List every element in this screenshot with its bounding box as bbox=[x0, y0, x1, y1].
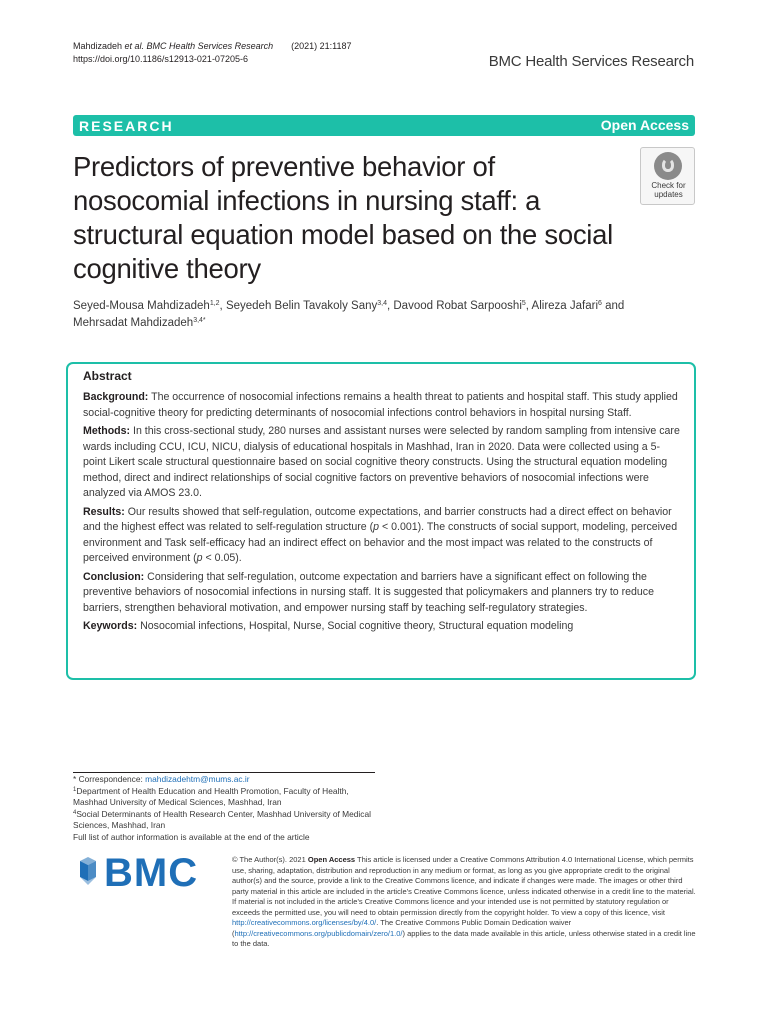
section-label: RESEARCH bbox=[79, 118, 174, 134]
author-affiliation: 6 bbox=[598, 300, 602, 307]
citation-year: (2021) 21:1187 bbox=[291, 41, 352, 51]
author-name: Alireza Jafari bbox=[531, 300, 599, 312]
abstract-methods: Methods: In this cross-sectional study, 280 nurses and assistant nurses were selected by random sampling from intensive care wards including CCU, ICU, NICU, dialysis of educational hospitals in Mashhad, Iran in 2020. Data were collected using a 5-point Likert scale structural questionnaire based on social cognitive theory constructs. Using the structural equation modeling method, direct and indirect relationships of social cognitive factors on preventive behaviors of nosocomial infections were analyzed via AMOS 23.0. bbox=[83, 425, 680, 499]
open-access-label: Open Access bbox=[600, 117, 689, 133]
author-name: Mehrsadat Mahdizadeh bbox=[73, 317, 194, 329]
crossmark-icon bbox=[654, 152, 682, 180]
abstract-background: Background: The occurrence of nosocomial infections remains a health threat to patients and hospital staff. This study applied social-cognitive theory for predicting determinants of nosocomial infections control behaviors in hospital nursing Staff. bbox=[83, 391, 678, 419]
correspondence-email[interactable]: mahdizadehtm@mums.ac.ir bbox=[145, 774, 250, 784]
abstract-conclusion: Conclusion: Considering that self-regulation, outcome expectation and barriers have a significant effect on following the preventive behaviors of nosocomial infections in nursing staff. It is suggested that policymakers and planners try to reduce barriers, strengthen behavioral motivation, and empower nursing staff by teaching self-regulatory strategies. bbox=[83, 570, 654, 614]
author-affiliation: 3,4* bbox=[193, 317, 206, 324]
abstract-keywords: Keywords: Nosocomial infections, Hospital, Nurse, Social cognitive theory, Structural equation modeling bbox=[83, 620, 574, 632]
footnotes bbox=[73, 774, 378, 844]
abstract-box bbox=[66, 362, 696, 680]
running-header bbox=[73, 40, 352, 66]
footnote-divider bbox=[73, 772, 375, 773]
check-badge-text: Check for updates bbox=[651, 181, 686, 199]
check-for-updates-badge[interactable] bbox=[640, 147, 695, 205]
abstract-heading: Abstract bbox=[83, 369, 132, 383]
citation-etal: et al. BMC Health Services Research bbox=[124, 41, 274, 51]
author-affiliation: 3,4 bbox=[377, 300, 387, 307]
author-name: Davood Robat Sarpooshi bbox=[393, 300, 522, 312]
author-name: Seyedeh Belin Tavakoly Sany bbox=[225, 300, 378, 312]
citation-author: Mahdizadeh bbox=[73, 41, 125, 51]
license-link-by[interactable]: http://creativecommons.org/licenses/by/4.0/ bbox=[232, 918, 377, 927]
license-link-zero[interactable]: http://creativecommons.org/publicdomain/zero/1.0/ bbox=[234, 928, 403, 938]
abstract-results: Results: Our results showed that self-regulation, outcome expectations, and barrier constructs had a direct effect on behavior and the highest effect was related to self-regulation structure (p < 0.001). The constructs of social support, modeling, perceived environment and Task self-efficacy had an indirect effect on behavior and the most impact was related to the constructs of perceived environment (p < 0.05). bbox=[83, 505, 678, 564]
license-statement: © The Author(s). 2021 Open Access This article is licensed under a Creative Commons Attribution 4.0 International License, which permits use, sharing, adaptation, distribution and reproduction in any medium or format, as long as you give appropriate credit to the original author(s) and the source, provide a link to the Creative Commons licence, and indicate if changes were made. The images or other third party material in this article are included in the article's Creative Commons licence, unless indicated otherwise in a credit line to the material. If material is not included in the article's Creative Commons licence and your intended use is not permitted by statutory regulation or exceeds the permitted use, you will need to obtain permission directly from the copyright holder. To view a copy of this licence, visit http://creativecommons.org/licenses/by/4.0/. The Creative Commons Public Domain Dedication waiver (http://creativecommons.org/publicdomain/zero/1.0/) applies to the data made available in this article, unless otherwise stated in a credit line to the data. bbox=[232, 855, 696, 948]
author-affiliation: 5 bbox=[521, 300, 526, 307]
author-name: Seyed-Mousa Mahdizadeh bbox=[73, 300, 210, 312]
affiliation-1: $^1$Department of Health Education and Health Promotion, Faculty of Health, Mashhad University of Medical Sciences, Mashhad, Iran bbox=[73, 785, 349, 808]
affiliation-4: $^4$Social Determinants of Health Research Center, Mashhad University of Medical Sciences, Mashhad, Iran bbox=[73, 808, 371, 831]
journal-name: BMC Health Services Research bbox=[488, 53, 694, 70]
author-affiliation: 1,2 bbox=[209, 300, 220, 307]
doi-link[interactable]: https://doi.org/10.1186/s12913-021-07205-6 bbox=[73, 54, 248, 64]
bmc-logo bbox=[80, 851, 215, 891]
correspondence: * Correspondence: mahdizadehtm@mums.ac.ir bbox=[73, 774, 250, 784]
section-banner bbox=[73, 115, 695, 136]
full-author-info-note: Full list of author information is available at the end of the article bbox=[73, 831, 310, 842]
citation-line bbox=[73, 40, 352, 53]
bmc-logo-text: BMC bbox=[104, 851, 199, 891]
article-title: Predictors of preventive behavior of nosocomial infections in nursing staff: a structural equation model based on the social cognitive theory bbox=[73, 151, 613, 284]
author-list: Seyed-Mousa Mahdizadeh$^{1,2}$, Seyedeh Belin Tavakoly Sany$^{3,4}$, Davood Robat Sarpooshi$^5$, Alireza Jafari$^6$ and Mehrsadat Mahdizadeh$^{3,4*}$ bbox=[73, 300, 625, 329]
